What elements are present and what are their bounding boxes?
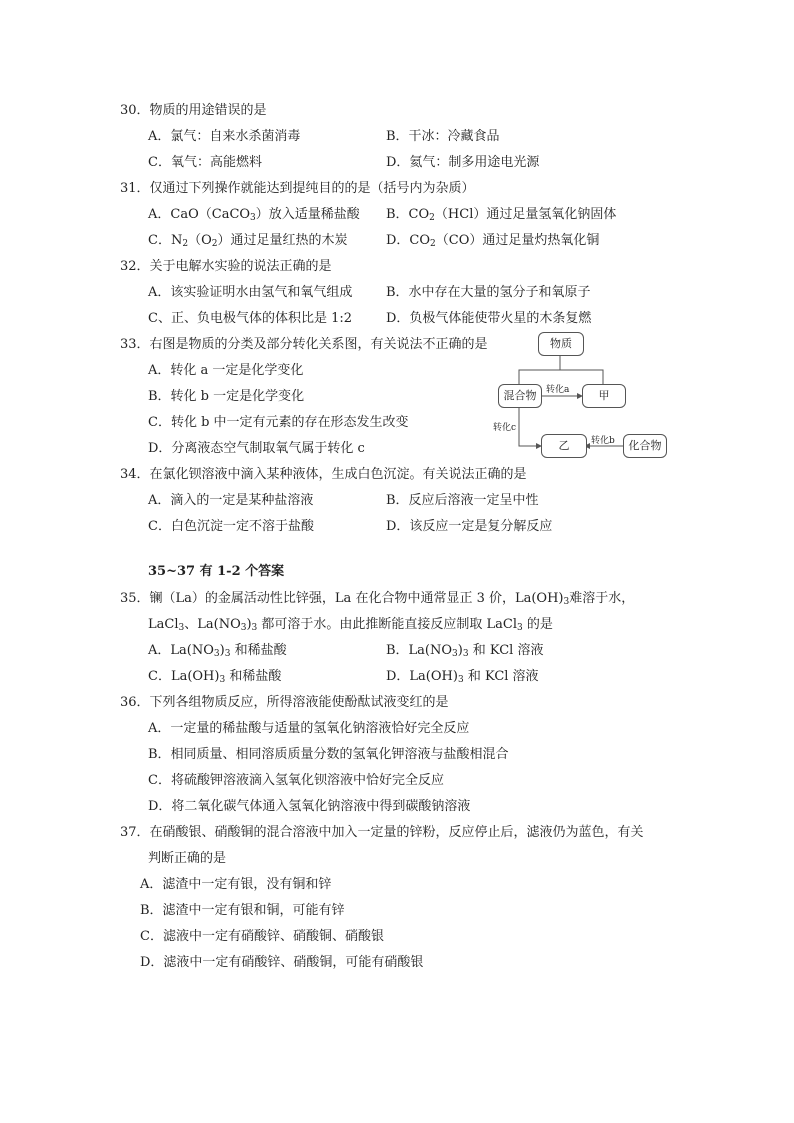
q32-stem: 32．关于电解水实验的说法正确的是 [120,259,332,274]
q33-option-a: A．转化 a 一定是化学变化 [148,363,304,378]
q37-option-c: C．滤液中一定有硝酸锌、硝酸铜、硝酸银 [140,929,384,944]
q31-option-b: B．$CO_2(HCl)$通过足量氢氧化钠固体 [386,207,617,223]
q34-option-d: D．该反应一定是复分解反应 [386,519,553,534]
q35-stem-line1: 35．镧（La）的金属活动性比锌强，La 在化合物中通常显正 3 价，$La(OH)_3$难溶于水， [120,591,635,607]
q33-option-b: B．转化 b 一定是化学变化 [148,389,305,404]
node-yi: 乙 [541,434,587,458]
q31-stem: 31．仅通过下列操作就能达到提纯目的的是（括号内为杂质） [120,181,475,196]
label-zhuanhua-a: 转化a [546,385,570,395]
section-heading: 35~37 有 1-2 个答案 [148,564,285,579]
q32-option-a: A．该实验证明水由氢气和氧气组成 [148,285,353,300]
q35-option-c: C．$La(OH)_3$ 和稀盐酸 [148,669,282,685]
q37-option-a: A．滤渣中一定有银，没有铜和锌 [140,877,332,892]
label-zhuanhua-b: 转化b [591,436,615,446]
q36-option-c: C．将硫酸钾溶液滴入氢氧化钡溶液中恰好完全反应 [148,773,444,788]
q31-option-a: A．CaO（CaCO$_3$）放入适量稀盐酸 [148,207,360,223]
q34-option-b: B．反应后溶液一定呈中性 [386,493,539,508]
q36-option-d: D．将二氧化碳气体通入氢氧化钠溶液中得到碳酸钠溶液 [148,799,471,814]
q31-option-d: D．$CO_2(CO)$通过足量灼热氧化铜 [386,233,600,249]
q30-option-b: B．干冰：冷藏食品 [386,129,500,144]
node-huahewu: 化合物 [623,434,667,458]
node-wuzhi: 物质 [538,332,584,356]
q37-option-b: B．滤渣中一定有银和铜，可能有锌 [140,903,345,918]
q35-option-d: D．$La(OH)_3$ 和 KCl 溶液 [386,669,539,685]
q30-stem: 30．物质的用途错误的是 [120,103,267,118]
q30-option-a: A．氯气：自来水杀菌消毒 [148,129,301,144]
q33-option-d: D．分离液态空气制取氧气属于转化 c [148,441,365,456]
q37-stem-line2: 判断正确的是 [148,851,227,866]
q37-option-d: D．滤液中一定有硝酸锌、硝酸铜，可能有硝酸银 [140,955,424,970]
q35-stem-line2: LaCl$_3$、$La(NO_3)_3$ 都可溶于水。由此推断能直接反应制取 LaCl$_3$ 的是 [148,617,553,633]
q35-option-a: A．$La(NO_3)_3$ 和稀盐酸 [148,643,287,659]
q33-stem: 33．右图是物质的分类及部分转化关系图，有关说法不正确的是 [120,337,488,352]
q36-option-b: B．相同质量、相同溶质质量分数的氢氧化钾溶液与盐酸相混合 [148,747,509,762]
q37-stem-line1: 37．在硝酸银、硝酸铜的混合溶液中加入一定量的锌粉，反应停止后，滤液仍为蓝色，有关 [120,825,644,840]
q30-option-c: C．氧气：高能燃料 [148,155,262,170]
q36-stem: 36．下列各组物质反应，所得溶液能使酚酞试液变红的是 [120,695,449,710]
q34-option-c: C．白色沉淀一定不溶于盐酸 [148,519,314,534]
q33-option-c: C．转化 b 中一定有元素的存在形态发生改变 [148,415,409,430]
q32-option-c: C、正、负电极气体的体积比是 1:2 [148,311,353,326]
label-zhuanhua-c: 转化c [493,423,517,433]
q35-option-b: B．$La(NO_3)_3$ 和 KCl 溶液 [386,643,544,659]
q32-option-b: B．水中存在大量的氢分子和氧原子 [386,285,591,300]
q34-stem: 34．在氯化钡溶液中滴入某种液体，生成白色沉淀。有关说法正确的是 [120,467,527,482]
node-hunhewu: 混合物 [498,384,542,408]
q36-option-a: A．一定量的稀盐酸与适量的氢氧化钠溶液恰好完全反应 [148,721,470,736]
q31-option-c: C．$N_2(O_2)$通过足量红热的木炭 [148,233,348,249]
q32-option-d: D．负极气体能使带火星的木条复燃 [386,311,592,326]
q34-option-a: A．滴入的一定是某种盐溶液 [148,493,314,508]
node-jia: 甲 [582,384,626,408]
q30-option-d: D．氦气：制多用途电光源 [386,155,540,170]
